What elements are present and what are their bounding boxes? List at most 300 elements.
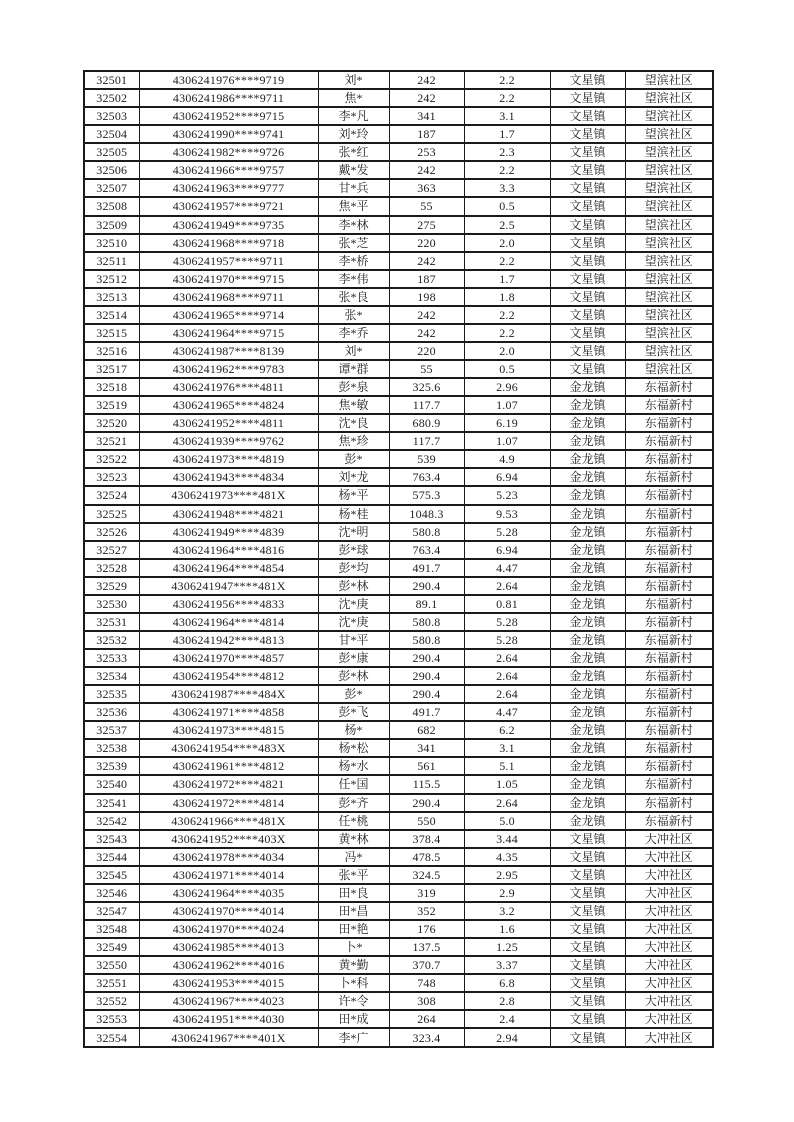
table-row	[84, 143, 713, 161]
cell-amount: 748	[389, 974, 464, 992]
cell-name: 刘*龙	[318, 468, 389, 486]
cell-amount: 117.7	[389, 396, 464, 414]
cell-town: 金龙镇	[550, 794, 625, 812]
table-row	[84, 703, 713, 721]
cell-id_number: 4306241957****9711	[139, 252, 318, 270]
cell-town: 金龙镇	[550, 577, 625, 595]
cell-id_number: 4306241973****4815	[139, 721, 318, 739]
cell-id_number: 4306241951****4030	[139, 1010, 318, 1028]
cell-serial: 32529	[84, 577, 139, 595]
cell-community: 东福新村	[625, 739, 713, 757]
cell-area: 2.64	[464, 794, 550, 812]
cell-serial: 32523	[84, 468, 139, 486]
cell-id_number: 4306241970****4014	[139, 902, 318, 920]
table-row	[84, 884, 713, 902]
cell-id_number: 4306241968****9711	[139, 288, 318, 306]
cell-name: 张*良	[318, 288, 389, 306]
table-row	[84, 775, 713, 793]
cell-id_number: 4306241952****403X	[139, 830, 318, 848]
cell-amount: 539	[389, 450, 464, 468]
cell-amount: 242	[389, 252, 464, 270]
cell-area: 5.23	[464, 486, 550, 504]
cell-town: 文星镇	[550, 216, 625, 234]
cell-amount: 242	[389, 306, 464, 324]
cell-amount: 220	[389, 234, 464, 252]
table-row	[84, 848, 713, 866]
cell-town: 文星镇	[550, 324, 625, 342]
table-row	[84, 938, 713, 956]
cell-amount: 341	[389, 739, 464, 757]
cell-id_number: 4306241964****4814	[139, 613, 318, 631]
cell-id_number: 4306241948****4821	[139, 505, 318, 523]
cell-community: 大冲社区	[625, 902, 713, 920]
cell-community: 大冲社区	[625, 1028, 713, 1047]
cell-id_number: 4306241976****4811	[139, 378, 318, 396]
cell-name: 张*芝	[318, 234, 389, 252]
table-row	[84, 161, 713, 179]
cell-id_number: 4306241957****9721	[139, 197, 318, 215]
cell-id_number: 4306241952****4811	[139, 414, 318, 432]
cell-name: 彭*林	[318, 667, 389, 685]
table-row	[84, 89, 713, 107]
cell-serial: 32530	[84, 595, 139, 613]
cell-id_number: 4306241978****4034	[139, 848, 318, 866]
cell-name: 甘*平	[318, 631, 389, 649]
cell-name: 卜*	[318, 938, 389, 956]
cell-name: 李*伟	[318, 270, 389, 288]
cell-area: 2.0	[464, 234, 550, 252]
cell-serial: 32506	[84, 161, 139, 179]
cell-id_number: 4306241956****4833	[139, 595, 318, 613]
cell-town: 文星镇	[550, 992, 625, 1010]
cell-town: 金龙镇	[550, 685, 625, 703]
cell-id_number: 4306241987****8139	[139, 342, 318, 360]
cell-name: 焦*	[318, 89, 389, 107]
cell-name: 刘*	[318, 342, 389, 360]
cell-amount: 55	[389, 360, 464, 378]
cell-community: 大冲社区	[625, 1010, 713, 1028]
cell-serial: 32511	[84, 252, 139, 270]
cell-amount: 290.4	[389, 667, 464, 685]
table-row	[84, 739, 713, 757]
cell-amount: 319	[389, 884, 464, 902]
cell-serial: 32518	[84, 378, 139, 396]
cell-community: 东福新村	[625, 505, 713, 523]
cell-area: 4.9	[464, 450, 550, 468]
cell-id_number: 4306241952****9715	[139, 107, 318, 125]
cell-town: 文星镇	[550, 234, 625, 252]
cell-town: 金龙镇	[550, 703, 625, 721]
cell-id_number: 4306241970****4857	[139, 649, 318, 667]
cell-town: 金龙镇	[550, 631, 625, 649]
cell-area: 4.47	[464, 559, 550, 577]
cell-community: 望滨社区	[625, 107, 713, 125]
cell-town: 金龙镇	[550, 595, 625, 613]
table-row	[84, 685, 713, 703]
cell-serial: 32541	[84, 794, 139, 812]
cell-serial: 32531	[84, 613, 139, 631]
table-row	[84, 197, 713, 215]
table-row	[84, 794, 713, 812]
cell-area: 2.64	[464, 649, 550, 667]
cell-community: 望滨社区	[625, 324, 713, 342]
table-row	[84, 179, 713, 197]
cell-amount: 198	[389, 288, 464, 306]
table-row	[84, 757, 713, 775]
cell-amount: 561	[389, 757, 464, 775]
cell-amount: 290.4	[389, 649, 464, 667]
table-row	[84, 830, 713, 848]
cell-area: 3.3	[464, 179, 550, 197]
cell-serial: 32503	[84, 107, 139, 125]
cell-id_number: 4306241963****9777	[139, 179, 318, 197]
cell-area: 5.0	[464, 812, 550, 830]
cell-community: 望滨社区	[625, 234, 713, 252]
cell-town: 金龙镇	[550, 559, 625, 577]
cell-amount: 1048.3	[389, 505, 464, 523]
cell-serial: 32552	[84, 992, 139, 1010]
cell-town: 文星镇	[550, 1010, 625, 1028]
cell-area: 4.47	[464, 703, 550, 721]
cell-id_number: 4306241942****4813	[139, 631, 318, 649]
cell-id_number: 4306241966****481X	[139, 812, 318, 830]
cell-serial: 32549	[84, 938, 139, 956]
cell-community: 望滨社区	[625, 179, 713, 197]
cell-amount: 324.5	[389, 866, 464, 884]
cell-area: 2.2	[464, 324, 550, 342]
cell-town: 金龙镇	[550, 649, 625, 667]
cell-name: 彭*飞	[318, 703, 389, 721]
cell-serial: 32513	[84, 288, 139, 306]
cell-town: 文星镇	[550, 161, 625, 179]
cell-area: 3.2	[464, 902, 550, 920]
cell-name: 杨*松	[318, 739, 389, 757]
cell-name: 焦*珍	[318, 432, 389, 450]
cell-serial: 32527	[84, 541, 139, 559]
cell-community: 东福新村	[625, 432, 713, 450]
cell-community: 大冲社区	[625, 920, 713, 938]
cell-town: 文星镇	[550, 125, 625, 143]
cell-serial: 32522	[84, 450, 139, 468]
cell-community: 东福新村	[625, 577, 713, 595]
table-row	[84, 992, 713, 1010]
cell-serial: 32535	[84, 685, 139, 703]
cell-amount: 290.4	[389, 685, 464, 703]
table-row	[84, 667, 713, 685]
cell-amount: 187	[389, 125, 464, 143]
cell-town: 文星镇	[550, 848, 625, 866]
cell-community: 东福新村	[625, 559, 713, 577]
cell-name: 卜*科	[318, 974, 389, 992]
cell-amount: 363	[389, 179, 464, 197]
cell-town: 金龙镇	[550, 450, 625, 468]
table-row	[84, 414, 713, 432]
cell-serial: 32551	[84, 974, 139, 992]
cell-community: 望滨社区	[625, 252, 713, 270]
table-row	[84, 450, 713, 468]
cell-area: 2.64	[464, 667, 550, 685]
cell-amount: 137.5	[389, 938, 464, 956]
table-row	[84, 378, 713, 396]
cell-area: 4.35	[464, 848, 550, 866]
cell-amount: 491.7	[389, 559, 464, 577]
cell-area: 5.28	[464, 631, 550, 649]
cell-area: 5.28	[464, 523, 550, 541]
cell-serial: 32508	[84, 197, 139, 215]
cell-amount: 308	[389, 992, 464, 1010]
cell-area: 1.7	[464, 270, 550, 288]
cell-amount: 378.4	[389, 830, 464, 848]
cell-id_number: 4306241965****4824	[139, 396, 318, 414]
cell-community: 东福新村	[625, 775, 713, 793]
cell-id_number: 4306241986****9711	[139, 89, 318, 107]
cell-serial: 32543	[84, 830, 139, 848]
cell-amount: 680.9	[389, 414, 464, 432]
cell-serial: 32553	[84, 1010, 139, 1028]
cell-id_number: 4306241964****4035	[139, 884, 318, 902]
cell-community: 东福新村	[625, 541, 713, 559]
cell-id_number: 4306241990****9741	[139, 125, 318, 143]
table-row	[84, 468, 713, 486]
cell-id_number: 4306241973****4819	[139, 450, 318, 468]
table-row	[84, 270, 713, 288]
cell-town: 金龙镇	[550, 523, 625, 541]
cell-community: 东福新村	[625, 794, 713, 812]
table-row	[84, 541, 713, 559]
cell-area: 5.1	[464, 757, 550, 775]
cell-serial: 32536	[84, 703, 139, 721]
table-row	[84, 324, 713, 342]
table-row	[84, 107, 713, 125]
cell-id_number: 4306241949****9735	[139, 216, 318, 234]
cell-town: 金龙镇	[550, 812, 625, 830]
cell-id_number: 4306241972****4814	[139, 794, 318, 812]
cell-town: 文星镇	[550, 974, 625, 992]
cell-community: 大冲社区	[625, 830, 713, 848]
cell-area: 1.6	[464, 920, 550, 938]
cell-amount: 580.8	[389, 631, 464, 649]
cell-id_number: 4306241954****483X	[139, 739, 318, 757]
cell-community: 望滨社区	[625, 360, 713, 378]
cell-area: 6.8	[464, 974, 550, 992]
cell-name: 焦*敏	[318, 396, 389, 414]
cell-serial: 32512	[84, 270, 139, 288]
cell-town: 文星镇	[550, 288, 625, 306]
cell-id_number: 4306241985****4013	[139, 938, 318, 956]
cell-name: 李*桥	[318, 252, 389, 270]
table-row	[84, 252, 713, 270]
cell-id_number: 4306241947****481X	[139, 577, 318, 595]
table-row	[84, 306, 713, 324]
cell-town: 金龙镇	[550, 468, 625, 486]
cell-town: 文星镇	[550, 884, 625, 902]
cell-name: 彭*齐	[318, 794, 389, 812]
cell-town: 文星镇	[550, 143, 625, 161]
cell-id_number: 4306241967****4023	[139, 992, 318, 1010]
cell-community: 大冲社区	[625, 938, 713, 956]
cell-name: 黄*林	[318, 830, 389, 848]
cell-amount: 575.3	[389, 486, 464, 504]
cell-serial: 32525	[84, 505, 139, 523]
cell-area: 0.5	[464, 360, 550, 378]
cell-serial: 32514	[84, 306, 139, 324]
cell-name: 许*令	[318, 992, 389, 1010]
cell-id_number: 4306241976****9719	[139, 71, 318, 89]
cell-community: 望滨社区	[625, 306, 713, 324]
table-row	[84, 1028, 713, 1047]
cell-amount: 242	[389, 324, 464, 342]
cell-amount: 763.4	[389, 541, 464, 559]
cell-community: 大冲社区	[625, 848, 713, 866]
table-row	[84, 902, 713, 920]
cell-town: 文星镇	[550, 252, 625, 270]
cell-community: 东福新村	[625, 396, 713, 414]
cell-area: 3.1	[464, 739, 550, 757]
cell-area: 2.2	[464, 89, 550, 107]
table-row	[84, 1010, 713, 1028]
cell-town: 文星镇	[550, 306, 625, 324]
cell-id_number: 4306241972****4821	[139, 775, 318, 793]
cell-town: 金龙镇	[550, 739, 625, 757]
table-row	[84, 288, 713, 306]
cell-town: 文星镇	[550, 71, 625, 89]
cell-serial: 32545	[84, 866, 139, 884]
cell-town: 金龙镇	[550, 541, 625, 559]
cell-community: 望滨社区	[625, 143, 713, 161]
cell-name: 沈*明	[318, 523, 389, 541]
cell-community: 东福新村	[625, 721, 713, 739]
cell-name: 彭*林	[318, 577, 389, 595]
cell-town: 金龙镇	[550, 775, 625, 793]
cell-town: 文星镇	[550, 920, 625, 938]
cell-town: 文星镇	[550, 830, 625, 848]
cell-serial: 32519	[84, 396, 139, 414]
cell-name: 甘*兵	[318, 179, 389, 197]
cell-id_number: 4306241962****4016	[139, 956, 318, 974]
cell-amount: 682	[389, 721, 464, 739]
cell-amount: 290.4	[389, 794, 464, 812]
cell-town: 金龙镇	[550, 486, 625, 504]
cell-id_number: 4306241953****4015	[139, 974, 318, 992]
cell-name: 黄*勤	[318, 956, 389, 974]
cell-area: 2.8	[464, 992, 550, 1010]
cell-amount: 352	[389, 902, 464, 920]
cell-town: 文星镇	[550, 197, 625, 215]
table-row	[84, 577, 713, 595]
cell-name: 冯*	[318, 848, 389, 866]
cell-id_number: 4306241964****9715	[139, 324, 318, 342]
cell-id_number: 4306241962****9783	[139, 360, 318, 378]
cell-serial: 32520	[84, 414, 139, 432]
cell-name: 李*乔	[318, 324, 389, 342]
cell-name: 焦*平	[318, 197, 389, 215]
cell-town: 金龙镇	[550, 721, 625, 739]
cell-area: 0.5	[464, 197, 550, 215]
cell-community: 望滨社区	[625, 197, 713, 215]
cell-amount: 275	[389, 216, 464, 234]
cell-town: 金龙镇	[550, 414, 625, 432]
cell-serial: 32510	[84, 234, 139, 252]
cell-id_number: 4306241965****9714	[139, 306, 318, 324]
table-row	[84, 396, 713, 414]
cell-id_number: 4306241973****481X	[139, 486, 318, 504]
cell-town: 文星镇	[550, 360, 625, 378]
cell-name: 李*林	[318, 216, 389, 234]
table-row	[84, 71, 713, 89]
cell-id_number: 4306241968****9718	[139, 234, 318, 252]
cell-name: 杨*	[318, 721, 389, 739]
cell-area: 2.96	[464, 378, 550, 396]
cell-community: 东福新村	[625, 685, 713, 703]
cell-area: 0.81	[464, 595, 550, 613]
table-row	[84, 125, 713, 143]
cell-community: 东福新村	[625, 757, 713, 775]
cell-town: 金龙镇	[550, 613, 625, 631]
table-row	[84, 216, 713, 234]
cell-area: 2.64	[464, 685, 550, 703]
cell-name: 沈*良	[318, 414, 389, 432]
cell-area: 1.05	[464, 775, 550, 793]
cell-serial: 32542	[84, 812, 139, 830]
cell-amount: 341	[389, 107, 464, 125]
table-row	[84, 956, 713, 974]
cell-serial: 32504	[84, 125, 139, 143]
cell-area: 2.0	[464, 342, 550, 360]
cell-id_number: 4306241982****9726	[139, 143, 318, 161]
cell-serial: 32532	[84, 631, 139, 649]
cell-serial: 32501	[84, 71, 139, 89]
cell-area: 2.94	[464, 1028, 550, 1047]
cell-serial: 32537	[84, 721, 139, 739]
cell-name: 沈*庚	[318, 613, 389, 631]
table-row	[84, 721, 713, 739]
cell-amount: 325.6	[389, 378, 464, 396]
cell-amount: 117.7	[389, 432, 464, 450]
cell-area: 2.3	[464, 143, 550, 161]
cell-area: 2.2	[464, 161, 550, 179]
cell-name: 彭*康	[318, 649, 389, 667]
table-row	[84, 360, 713, 378]
cell-area: 6.94	[464, 541, 550, 559]
cell-serial: 32534	[84, 667, 139, 685]
cell-town: 文星镇	[550, 956, 625, 974]
cell-community: 望滨社区	[625, 125, 713, 143]
cell-amount: 55	[389, 197, 464, 215]
cell-area: 1.07	[464, 396, 550, 414]
cell-name: 张*红	[318, 143, 389, 161]
cell-amount: 187	[389, 270, 464, 288]
cell-serial: 32524	[84, 486, 139, 504]
cell-amount: 580.8	[389, 613, 464, 631]
table-row	[84, 486, 713, 504]
table-row	[84, 812, 713, 830]
cell-id_number: 4306241964****4854	[139, 559, 318, 577]
cell-serial: 32547	[84, 902, 139, 920]
cell-serial: 32521	[84, 432, 139, 450]
cell-area: 6.94	[464, 468, 550, 486]
table-row	[84, 974, 713, 992]
cell-name: 任*国	[318, 775, 389, 793]
cell-town: 文星镇	[550, 342, 625, 360]
cell-serial: 32539	[84, 757, 139, 775]
cell-serial: 32517	[84, 360, 139, 378]
cell-serial: 32533	[84, 649, 139, 667]
cell-id_number: 4306241967****401X	[139, 1028, 318, 1047]
cell-amount: 491.7	[389, 703, 464, 721]
cell-community: 望滨社区	[625, 161, 713, 179]
cell-town: 文星镇	[550, 938, 625, 956]
table-row	[84, 432, 713, 450]
